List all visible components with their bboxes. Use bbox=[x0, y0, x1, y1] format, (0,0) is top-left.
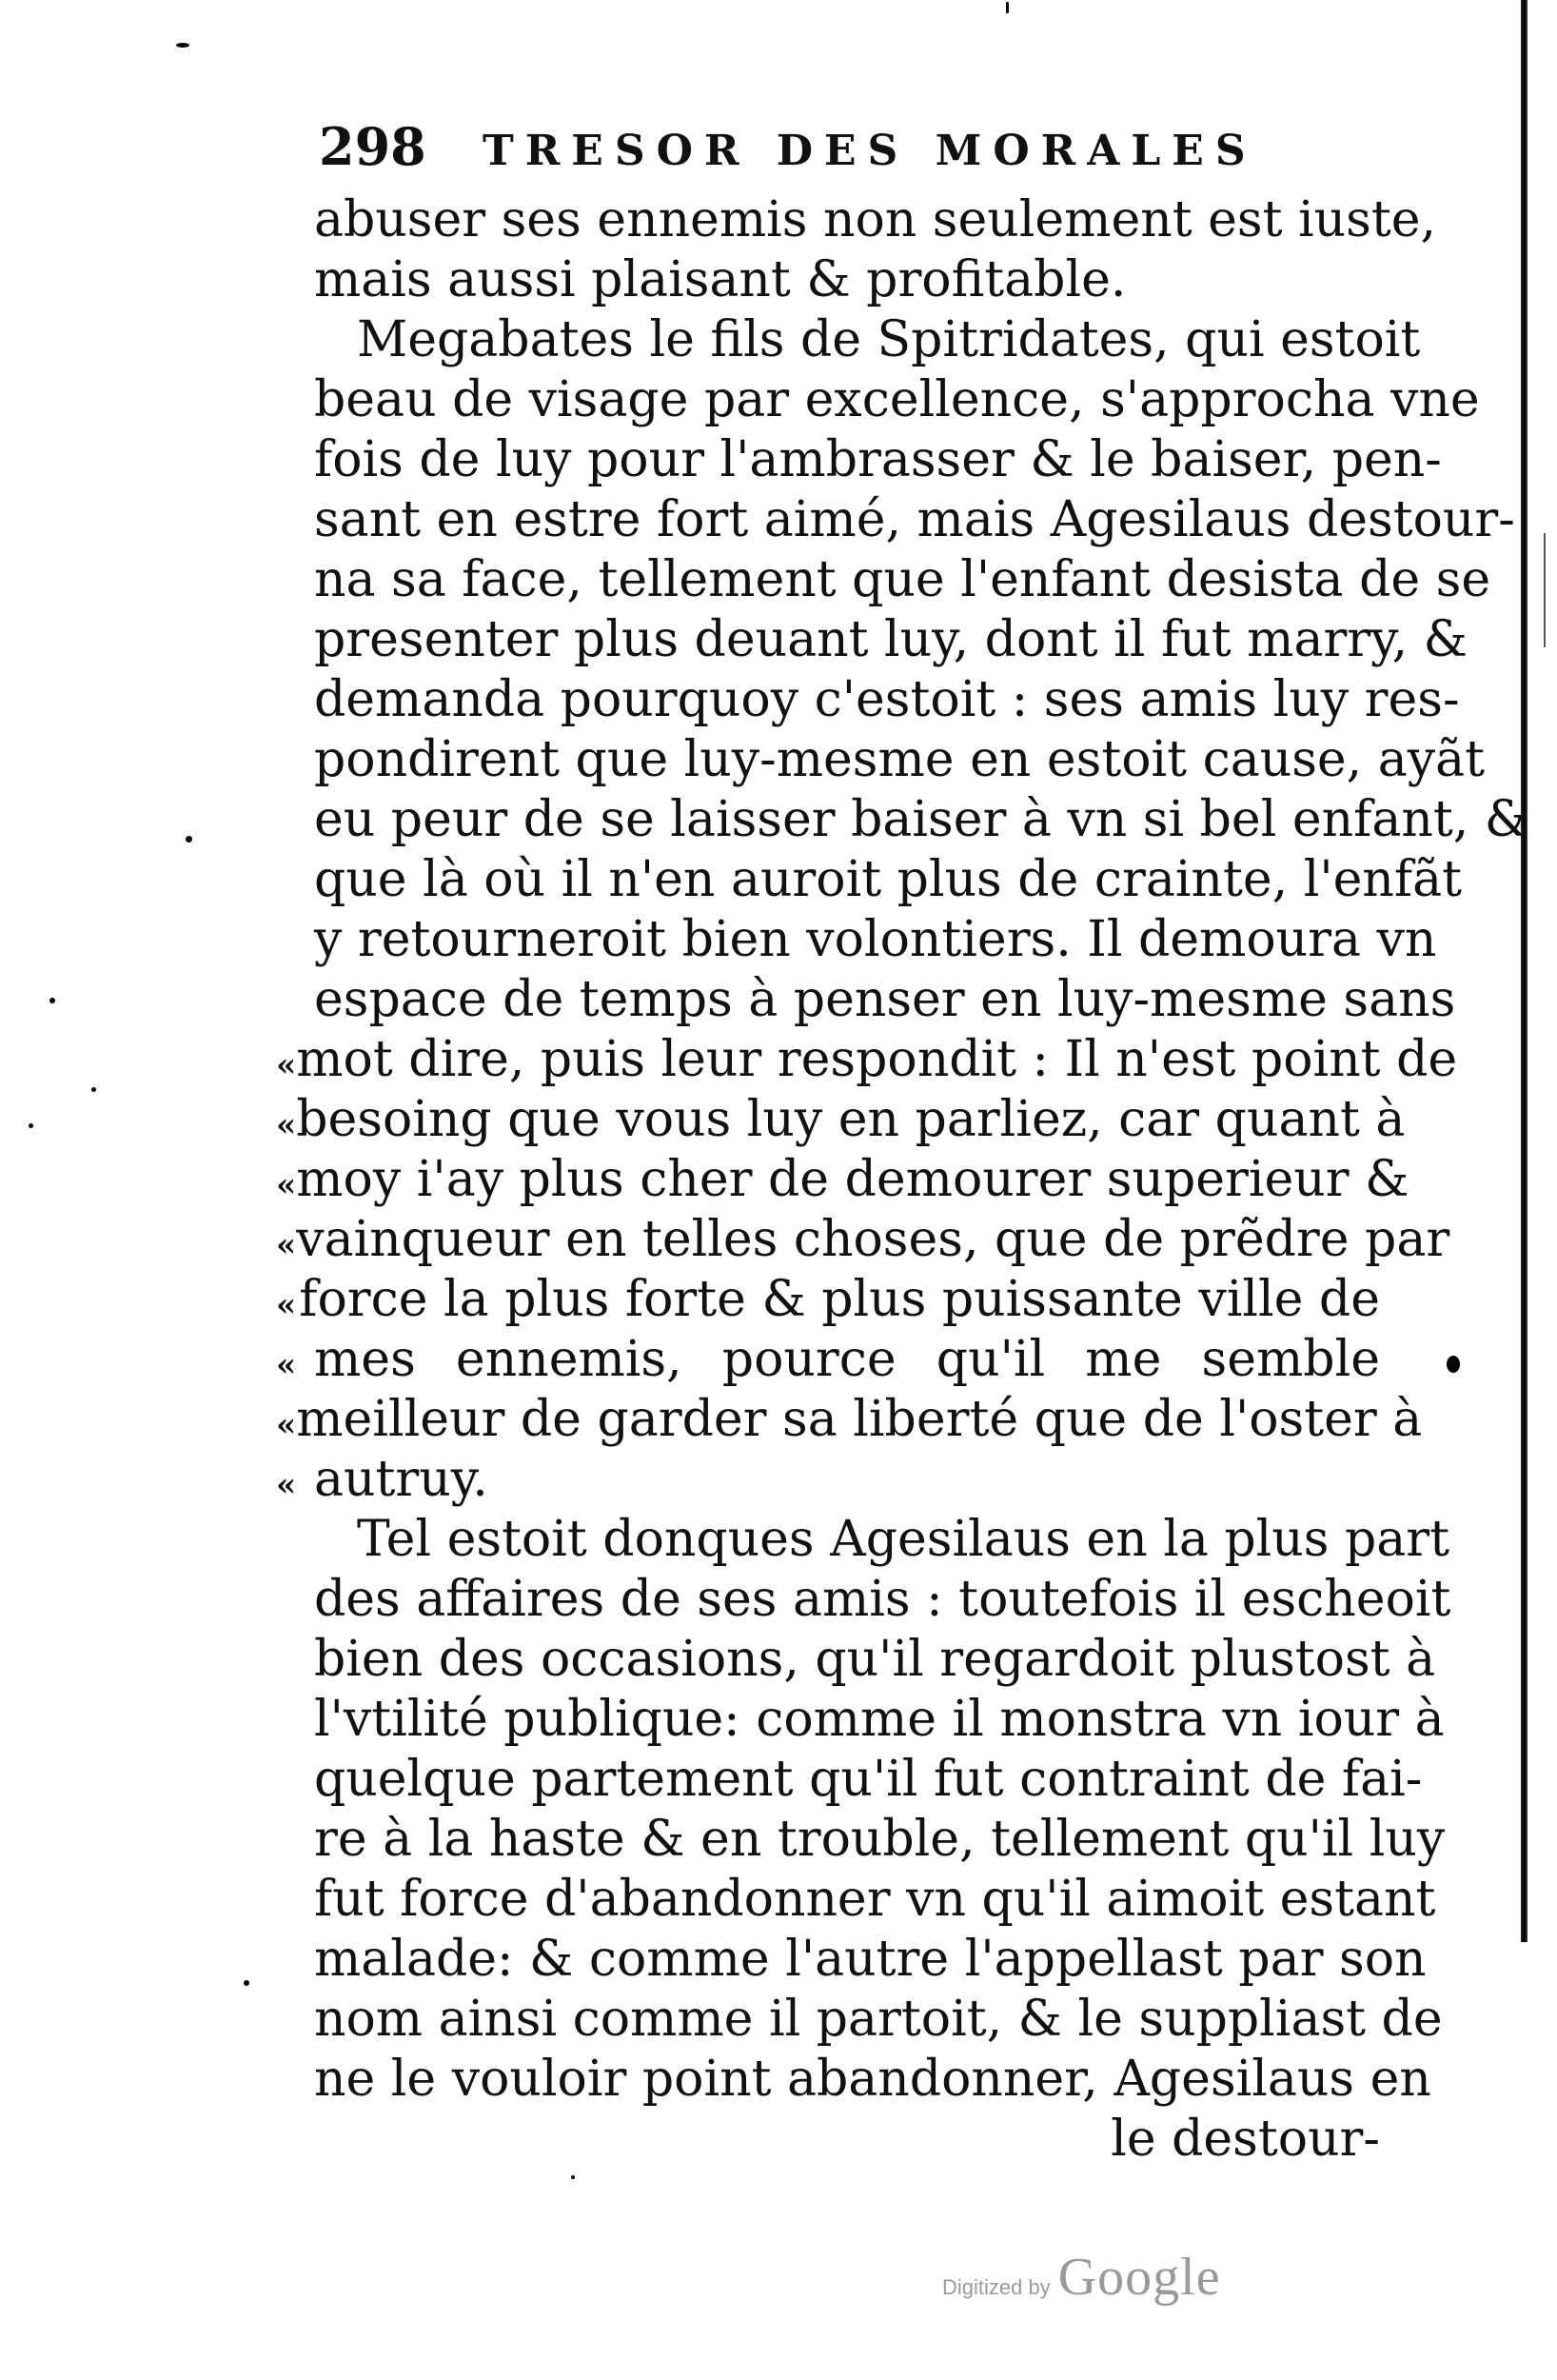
line-text: sant en estre fort aimé, mais Agesilaus destour- bbox=[314, 491, 1515, 548]
scan-speck bbox=[1447, 1356, 1460, 1373]
line-text: que là où il n'en auroit plus de crainte, l'enfãt bbox=[314, 851, 1463, 908]
text-line bbox=[276, 1030, 1458, 1090]
text-line bbox=[314, 730, 1485, 790]
line-text: autruy. bbox=[314, 1451, 488, 1508]
watermark-prefix: Digitized by bbox=[942, 2275, 1051, 2299]
line-text: moy i'ay plus cher de demourer superieur & bbox=[296, 1151, 1409, 1208]
running-head bbox=[319, 116, 1271, 183]
line-text: y retourneroit bien volontiers. Il demoura vn bbox=[314, 911, 1437, 968]
quotation-mark: « bbox=[276, 1406, 297, 1444]
scan-speck bbox=[29, 1123, 33, 1128]
line-text: force la plus forte & plus puissante ville de bbox=[299, 1271, 1380, 1328]
scan-speck bbox=[186, 836, 192, 843]
text-line bbox=[314, 1570, 1451, 1630]
line-text: des affaires de ses amis : toutefois il escheoit bbox=[314, 1571, 1451, 1628]
page-edge-mark bbox=[1544, 533, 1546, 647]
catchword-line bbox=[314, 2110, 1380, 2170]
text-line bbox=[276, 1390, 1423, 1450]
line-text: Megabates le fils de Spitridates, qui estoit bbox=[357, 311, 1421, 368]
line-text: abuser ses ennemis non seulement est iuste, bbox=[314, 191, 1437, 248]
text-line bbox=[314, 910, 1437, 970]
line-text: vainqueur en telles choses, que de prẽdre par bbox=[296, 1211, 1450, 1268]
line-text: fois de luy pour l'ambrasser & le baiser, pen- bbox=[314, 431, 1442, 488]
scan-speck bbox=[1006, 2, 1009, 13]
line-text: na sa face, tellement que l'enfant desista de se bbox=[314, 551, 1491, 608]
running-title: TRESOR DES MORALES bbox=[483, 127, 1257, 175]
scan-speck bbox=[49, 998, 55, 1003]
line-text: re à la haste & en trouble, tellement qu'il luy bbox=[314, 1811, 1446, 1868]
line-text: beau de visage par excellence, s'approcha vne bbox=[314, 371, 1480, 428]
scan-speck bbox=[571, 2175, 575, 2179]
scan-speck bbox=[244, 1980, 249, 1986]
text-line bbox=[314, 1990, 1443, 2050]
text-line bbox=[314, 1510, 1450, 1570]
quotation-mark: « bbox=[276, 1286, 297, 1324]
quotation-mark: « bbox=[276, 1466, 297, 1504]
text-line bbox=[314, 1870, 1436, 1930]
line-text: Tel estoit donques Agesilaus en la plus part bbox=[357, 1511, 1450, 1568]
line-text: quelque partement qu'il fut contraint de fai- bbox=[314, 1751, 1423, 1808]
text-line bbox=[314, 370, 1480, 430]
text-line bbox=[314, 1810, 1446, 1870]
line-text: nom ainsi comme il partoit, & le suppliast de bbox=[314, 1991, 1443, 2048]
line-text: malade: & comme l'autre l'appellast par son bbox=[314, 1931, 1427, 1988]
text-line bbox=[314, 670, 1460, 730]
line-text: pondirent que luy-mesme en estoit cause, ayãt bbox=[314, 731, 1485, 788]
quotation-mark: « bbox=[276, 1166, 297, 1204]
text-line bbox=[314, 190, 1437, 250]
line-text: bien des occasions, qu'il regardoit plustost à bbox=[314, 1631, 1436, 1688]
line-text: ne le vouloir point abandonner, Agesilaus en bbox=[314, 2051, 1431, 2108]
line-text: besoing que vous luy en parliez, car quant à bbox=[296, 1091, 1406, 1148]
catchword: le destour- bbox=[1111, 2111, 1380, 2168]
text-line bbox=[276, 1210, 1450, 1270]
text-line bbox=[314, 1930, 1427, 1990]
text-line bbox=[314, 250, 1380, 310]
text-line bbox=[276, 1270, 1380, 1330]
text-line bbox=[314, 430, 1442, 490]
text-line bbox=[314, 1750, 1423, 1810]
line-text: demanda pourquoy c'estoit : ses amis luy res- bbox=[314, 671, 1460, 728]
text-line bbox=[314, 1690, 1445, 1750]
line-text: mais aussi plaisant & profitable. bbox=[314, 251, 1127, 308]
text-line bbox=[276, 1150, 1409, 1210]
text-line bbox=[314, 970, 1456, 1030]
quotation-mark: « bbox=[276, 1046, 297, 1084]
line-text: presenter plus deuant luy, dont il fut marry, & bbox=[314, 611, 1468, 668]
google-logo: Google bbox=[1057, 2248, 1221, 2307]
line-text: eu peur de se laisser baiser à vn si bel enfant, & bbox=[314, 791, 1529, 848]
text-line bbox=[314, 790, 1529, 850]
line-text: mes ennemis, pource qu'il me semble bbox=[314, 1331, 1380, 1388]
line-text: l'vtilité publique: comme il monstra vn iour à bbox=[314, 1691, 1445, 1748]
text-line bbox=[314, 850, 1463, 910]
page-number: 298 bbox=[319, 116, 426, 177]
page-edge-shadow bbox=[1521, 0, 1527, 1942]
line-text: fut force d'abandonner vn qu'il aimoit estant bbox=[314, 1871, 1436, 1928]
scan-speck bbox=[91, 1087, 96, 1092]
text-line bbox=[314, 310, 1421, 370]
line-text: meilleur de garder sa liberté que de l'oster à bbox=[296, 1391, 1423, 1448]
scan-speck bbox=[176, 43, 189, 48]
text-line bbox=[314, 2050, 1431, 2110]
text-line bbox=[314, 490, 1515, 550]
text-line bbox=[314, 1630, 1436, 1690]
body-text bbox=[276, 190, 1529, 2170]
quotation-mark: « bbox=[276, 1226, 297, 1264]
quotation-mark: « bbox=[276, 1106, 297, 1144]
text-line bbox=[314, 610, 1468, 670]
line-text: espace de temps à penser en luy-mesme sans bbox=[314, 971, 1456, 1028]
digitization-watermark bbox=[942, 2247, 1221, 2308]
text-line bbox=[276, 1090, 1406, 1150]
text-line bbox=[276, 1450, 1380, 1510]
text-line bbox=[314, 550, 1491, 610]
text-line bbox=[276, 1330, 1380, 1390]
quotation-mark: « bbox=[276, 1346, 297, 1384]
line-text: mot dire, puis leur respondit : Il n'est point de bbox=[296, 1031, 1458, 1088]
